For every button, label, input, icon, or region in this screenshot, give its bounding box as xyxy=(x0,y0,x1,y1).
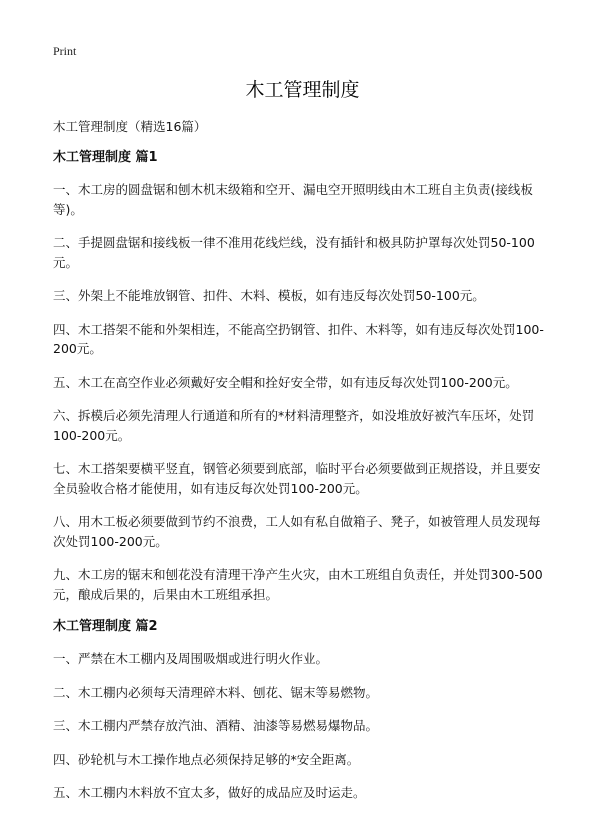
paragraph: 五、木工在高空作业必须戴好安全帽和拴好安全带，如有违反每次处罚100-200元。 xyxy=(53,374,518,390)
paragraph: 七、木工搭架要横平竖直，钢管必须要到底部，临时平台必须要做到正规搭设，并且要安全员验收合格才能使用，如有违反每次处罚100-200元。 xyxy=(53,461,541,496)
paragraph: 二、木工棚内必须每天清理碎木料、刨花、锯末等易燃物。 xyxy=(53,684,379,700)
paragraph: 九、木工房的锯末和刨花没有清理干净产生火灾，由木工班组自负责任，并处罚300-500元，酿成后果的，后果由木工班组承担。 xyxy=(53,567,543,602)
paragraph: 一、木工房的圆盘锯和刨木机末级箱和空开、漏电空开照明线由木工班自主负责(接线板等)。 xyxy=(53,182,533,217)
paragraph: 五、木工棚内木料放不宜太多，做好的成品应及时运走。 xyxy=(53,785,366,800)
section-heading-2: 木工管理制度 篇2 xyxy=(53,619,158,634)
paragraph: 二、手提圆盘锯和接线板一律不准用花线烂线，没有插针和极具防护罩每次处罚50-100元。 xyxy=(53,235,535,270)
print-link[interactable]: Print xyxy=(53,44,77,58)
paragraph: 一、严禁在木工棚内及周围吸烟或进行明火作业。 xyxy=(53,651,329,666)
paragraph: 六、拆模后必须先清理人行通道和所有的*材料清理整齐，如没堆放好被汽车压坏，处罚100-200元。 xyxy=(53,408,535,443)
document-subtitle: 木工管理制度（精选16篇） xyxy=(53,119,207,134)
paragraph: 三、外架上不能堆放钢管、扣件、木料、模板，如有违反每次处罚50-100元。 xyxy=(53,288,485,303)
document-title: 木工管理制度 xyxy=(245,79,360,101)
paragraph: 四、砂轮机与木工操作地点必须保持足够的*安全距离。 xyxy=(53,751,360,767)
paragraph: 三、木工棚内严禁存放汽油、酒精、油漆等易燃易爆物品。 xyxy=(53,718,379,733)
section-heading-1: 木工管理制度 篇1 xyxy=(53,150,158,165)
paragraph: 八、用木工板必须要做到节约不浪费，工人如有私自做箱子、凳子，如被管理人员发现每次处罚100-200元。 xyxy=(53,514,541,549)
paragraph: 四、木工搭架不能和外架相连，不能高空扔钢管、扣件、木料等，如有违反每次处罚100-200元。 xyxy=(53,321,544,356)
